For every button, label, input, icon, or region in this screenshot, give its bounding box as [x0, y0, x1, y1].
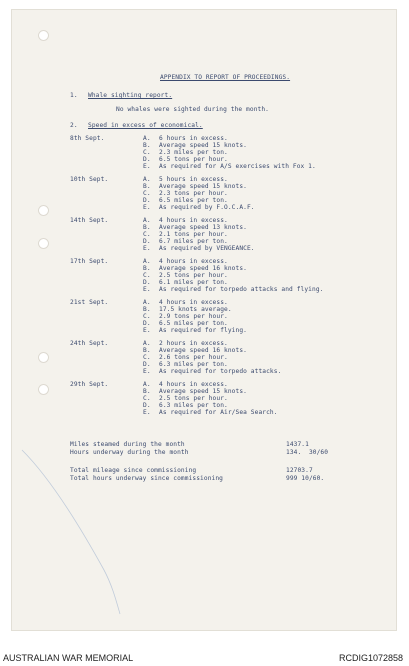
entry-line [143, 204, 255, 211]
total-mileage-value: 12703.7 [286, 467, 313, 474]
archive-name: AUSTRALIAN WAR MEMORIAL [3, 653, 134, 663]
entry-text: 2.9 tons per hour. [159, 313, 228, 321]
archive-footer [0, 640, 409, 666]
entry-line [143, 368, 281, 375]
entry-text: As required for torpedo attacks. [159, 368, 282, 376]
entry-date: 8th Sept. [70, 135, 105, 142]
entry-line [143, 354, 228, 361]
entry-letter: D. [143, 279, 151, 287]
entry-text: Average speed 15 knots. [159, 142, 247, 150]
entry-text: 2 hours in excess. [159, 340, 228, 347]
entry-letter: B. [143, 347, 151, 355]
entry-line [143, 381, 228, 388]
entry-letter: B. [143, 306, 151, 314]
entry-text: 5 hours in excess. [159, 176, 228, 183]
entry-line [143, 327, 247, 334]
entry-letter: D. [143, 156, 151, 164]
entry-letter: D. [143, 361, 151, 369]
entry-text: Average speed 13 knots. [159, 224, 247, 232]
section-2-heading: Speed in excess of economical. [88, 122, 203, 129]
entry-letter: B. [143, 224, 151, 232]
entry-line [143, 190, 228, 197]
entry-text: 2.3 tons per hour. [159, 190, 228, 198]
entry-letter: B. [143, 388, 151, 396]
entry-date: 17th Sept. [70, 258, 109, 265]
entry-line [143, 245, 255, 252]
entry-text: Average speed 15 knots. [159, 388, 247, 396]
entry-line [143, 231, 228, 238]
entry-text: As required for flying. [159, 327, 247, 335]
entry-text: 6.1 miles per ton. [159, 279, 228, 287]
entry-text: 2.5 tons per hour. [159, 272, 228, 280]
entry-line [143, 217, 228, 224]
entry-text: 4 hours in excess. [159, 258, 228, 265]
entry-letter: A. [143, 258, 151, 265]
entry-text: 4 hours in excess. [159, 217, 228, 224]
entry-line [143, 361, 228, 368]
entry-letter: D. [143, 197, 151, 205]
entry-text: 2.1 tons per hour. [159, 231, 228, 239]
total-mileage-label: Total mileage since commissioning [70, 467, 197, 474]
entry-line [143, 306, 232, 313]
entry-letter: C. [143, 354, 151, 362]
entry-line [143, 279, 228, 286]
entry-text: 6.5 miles per ton. [159, 197, 228, 205]
entry-letter: B. [143, 265, 151, 273]
entry-line [143, 176, 228, 183]
entry-line [143, 224, 247, 231]
entry-line [143, 313, 228, 320]
entry-text: 6.3 miles per ton. [159, 402, 228, 410]
section-2-number: 2. [70, 122, 78, 129]
miles-month-value: 1437.1 [286, 441, 309, 448]
document-page [12, 10, 396, 630]
entry-line [143, 395, 228, 402]
record-id: RCDIG1072858 [338, 653, 403, 663]
entry-date: 10th Sept. [70, 176, 109, 183]
entry-line [143, 409, 278, 416]
entry-text: 6.5 miles per ton. [159, 320, 228, 328]
entry-text: As required for torpedo attacks and flying. [159, 286, 324, 294]
entry-letter: E. [143, 368, 151, 376]
entry-letter: C. [143, 313, 151, 321]
section-1-number: 1. [70, 92, 78, 99]
entry-text: Average speed 15 knots. [159, 183, 247, 191]
entry-letter: A. [143, 176, 151, 183]
entry-text: 4 hours in excess. [159, 381, 228, 388]
entry-letter: A. [143, 135, 151, 142]
entry-line [143, 388, 247, 395]
entry-text: As required by VENGEANCE. [159, 245, 255, 253]
entry-date: 14th Sept. [70, 217, 109, 224]
entry-line [143, 135, 228, 142]
entry-line [143, 402, 228, 409]
entry-text: 6.7 miles per ton. [159, 238, 228, 246]
entry-line [143, 238, 228, 245]
entry-text: Average speed 16 knots. [159, 347, 247, 355]
entry-letter: E. [143, 163, 151, 171]
entry-letter: E. [143, 327, 151, 335]
entry-letter: C. [143, 395, 151, 403]
entry-letter: A. [143, 217, 151, 224]
entry-text: As required by F.O.C.A.F. [159, 204, 255, 212]
entry-text: As required for Air/Sea Search. [159, 409, 278, 417]
page-title: APPENDIX TO REPORT OF PROCEEDINGS. [160, 74, 291, 81]
entry-letter: A. [143, 299, 151, 306]
entry-letter: C. [143, 231, 151, 239]
typed-text [12, 10, 396, 630]
entry-text: 17.5 knots average. [159, 306, 232, 314]
entry-letter: D. [143, 238, 151, 246]
entry-letter: A. [143, 381, 151, 388]
entry-letter: A. [143, 340, 151, 347]
entry-letter: E. [143, 245, 151, 253]
entry-line [143, 156, 228, 163]
entry-text: 6 hours in excess. [159, 135, 228, 142]
entry-line [143, 286, 323, 293]
entry-letter: D. [143, 320, 151, 328]
entry-letter: B. [143, 183, 151, 191]
entry-text: 6.3 miles per ton. [159, 361, 228, 369]
entry-date: 24th Sept. [70, 340, 109, 347]
entry-line [143, 272, 228, 279]
entry-letter: C. [143, 149, 151, 157]
total-hours-value: 999 10/60. [286, 475, 325, 482]
section-1-heading: Whale sighting report. [88, 92, 173, 99]
entry-line [143, 197, 228, 204]
entry-line [143, 149, 228, 156]
hours-month-label: Hours underway during the month [70, 449, 189, 456]
entry-text: 2.5 tons per hour. [159, 395, 228, 403]
entry-text: 2.6 tons per hour. [159, 354, 228, 362]
entry-line [143, 183, 247, 190]
entry-letter: B. [143, 142, 151, 150]
entry-letter: C. [143, 272, 151, 280]
entry-letter: D. [143, 402, 151, 410]
entry-text: 4 hours in excess. [159, 299, 228, 306]
entry-date: 21st Sept. [70, 299, 109, 306]
hours-month-value: 134. 30/60 [286, 449, 329, 456]
entry-line [143, 163, 316, 170]
entry-letter: C. [143, 190, 151, 198]
entry-text: 6.5 tons per hour. [159, 156, 228, 164]
entry-line [143, 299, 228, 306]
section-1-text: No whales were sighted during the month. [116, 106, 270, 113]
entry-line [143, 142, 247, 149]
entry-line [143, 265, 247, 272]
miles-month-label: Miles steamed during the month [70, 441, 185, 448]
entry-line [143, 258, 228, 265]
entry-letter: E. [143, 204, 151, 212]
entry-line [143, 340, 228, 347]
total-hours-label: Total hours underway since commissioning [70, 475, 224, 482]
entry-line [143, 320, 228, 327]
entry-text: 2.3 miles per ton. [159, 149, 228, 157]
entry-text: Average speed 16 knots. [159, 265, 247, 273]
entry-letter: E. [143, 409, 151, 417]
entry-text: As required for A/S exercises with Fox 1. [159, 163, 316, 171]
entry-letter: E. [143, 286, 151, 294]
entry-date: 29th Sept. [70, 381, 109, 388]
entry-line [143, 347, 247, 354]
